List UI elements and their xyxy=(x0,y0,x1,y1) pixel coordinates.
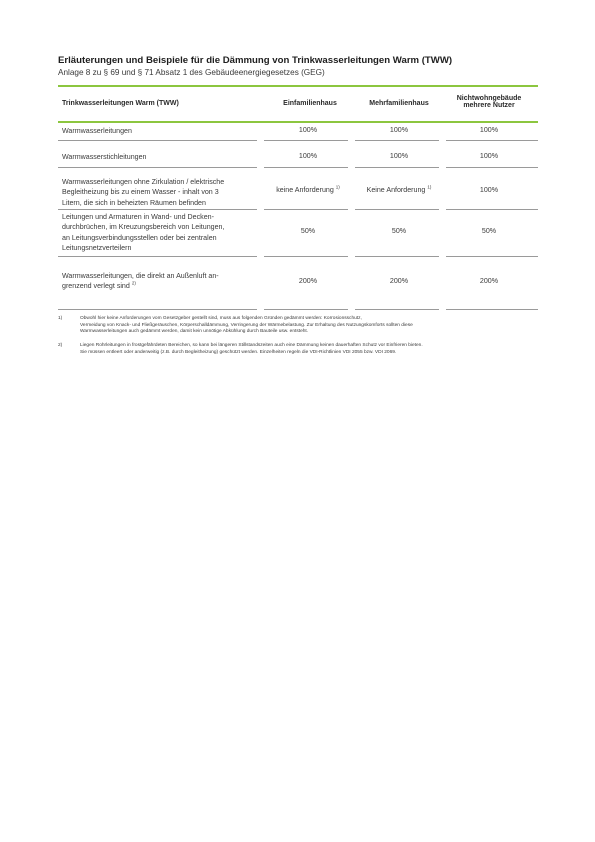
accent-rule-header xyxy=(58,121,538,123)
row-label-line: an Leitungsverbindungsstellen oder bei zentralen xyxy=(62,233,217,242)
value-single-family: 100% xyxy=(298,152,318,160)
row-divider xyxy=(446,140,538,141)
row-label xyxy=(62,126,262,136)
footnote-marker: 1) xyxy=(335,184,340,190)
row-label-line: Leitungsnetzverteilern xyxy=(62,243,132,252)
row-divider xyxy=(264,209,348,210)
footnote-number: 1) xyxy=(58,316,63,321)
row-divider xyxy=(58,167,257,168)
row-label-line: Begleitheizung bis zu einem Wasser - inhalt von 3 xyxy=(62,188,219,197)
row-label xyxy=(62,177,262,208)
value-non-residential: 50% xyxy=(481,227,497,235)
column-header-non-residential xyxy=(451,95,527,109)
row-label-line: Warmwasserleitungen, die direkt an Außenluft an- xyxy=(62,272,219,280)
row-label-line: Leitungen und Armaturen in Wand- und Decken- xyxy=(62,213,214,221)
row-divider xyxy=(355,309,439,310)
value-multi-family: 100% xyxy=(389,152,409,160)
row-divider xyxy=(446,167,538,168)
footnote-line: Vermeidung von Knack- und Fließgeräuschen, Körperschalldämmung, Verringerung der Wärmebelastung. Zur Erhaltung des Nutzungskomforts sollten diese xyxy=(80,322,413,328)
column-header-pipe-type: Trinkwasserleitungen Warm (TWW) xyxy=(62,100,179,107)
column-header-multi-family: Mehrfamilienhaus xyxy=(369,100,429,107)
row-label-line xyxy=(62,281,262,291)
value-multi-family: 50% xyxy=(391,227,407,235)
row-divider xyxy=(446,209,538,210)
document-subtitle: Anlage 8 zu § 69 und § 71 Absatz 1 des Gebäudeenergiegesetzes (GEG) xyxy=(58,68,325,77)
footnote-line: Sie müssen entleert oder anderweitig (z.B. durch Begleitheizung) geschützt werden. Einzelheiten regeln die VDI-Richtlinien VDI 2055 bzw. VDI 2069. xyxy=(80,349,397,355)
row-divider xyxy=(446,309,538,310)
row-divider xyxy=(58,309,257,310)
column-header-non-residential-line1: Nichtwohngebäude xyxy=(456,95,522,102)
row-divider xyxy=(446,256,538,257)
accent-rule-top xyxy=(58,85,538,87)
row-divider xyxy=(264,309,348,310)
value-non-residential: 100% xyxy=(479,186,499,194)
row-label-line: durchbrüchen, im Kreuzungsbereich von Leitungen, xyxy=(62,223,225,232)
row-divider xyxy=(355,140,439,141)
row-divider xyxy=(355,167,439,168)
row-label-text: grenzend verlegt sind xyxy=(62,282,130,291)
value-text: keine Anforderung xyxy=(276,186,334,194)
row-divider xyxy=(58,140,257,141)
footnote-text xyxy=(80,343,528,356)
row-label-line: Warmwasserleitungen ohne Zirkulation / elektrische xyxy=(62,178,225,186)
value-single-family: 200% xyxy=(298,277,318,285)
value-single-family xyxy=(262,186,354,194)
row-divider xyxy=(58,209,257,210)
row-divider xyxy=(264,256,348,257)
footnote-line: Warmwasserleitungen auch gedämmt werden, damit kein unnötige Abkühlung durch Bauteile usw. entsteht. xyxy=(80,329,309,335)
footnote-marker: 2) xyxy=(131,280,136,286)
value-text: Keine Anforderung xyxy=(366,186,426,194)
row-label-line: Litern, die sich in beheizten Räumen befinden xyxy=(62,198,206,207)
row-label xyxy=(62,271,262,292)
row-label-line: Warmwasserstichleitungen xyxy=(62,153,147,161)
value-multi-family: 200% xyxy=(389,277,409,285)
row-divider xyxy=(355,256,439,257)
value-single-family: 100% xyxy=(298,126,318,134)
row-divider xyxy=(264,167,348,168)
column-header-single-family: Einfamilienhaus xyxy=(283,100,337,107)
value-single-family: 50% xyxy=(300,227,316,235)
value-non-residential: 100% xyxy=(479,126,499,134)
value-multi-family: 100% xyxy=(389,126,409,134)
footnote-number: 2) xyxy=(58,343,63,348)
document-title: Erläuterungen und Beispiele für die Dämmung von Trinkwasserleitungen Warm (TWW) xyxy=(58,55,453,66)
row-divider xyxy=(264,140,348,141)
row-label xyxy=(62,152,262,162)
row-label xyxy=(62,212,262,253)
value-non-residential: 100% xyxy=(479,152,499,160)
row-divider xyxy=(355,209,439,210)
value-non-residential: 200% xyxy=(479,277,499,285)
column-header-non-residential-line2: mehrere Nutzer xyxy=(463,102,515,109)
footnote-marker: 1) xyxy=(427,184,432,190)
row-label-line: Warmwasserleitungen xyxy=(62,127,132,135)
row-divider xyxy=(58,256,257,257)
footnote-line: Liegen Rohrleitungen in frostgefährdeten Bereichen, so kann bei längeren Stillstandszeiten auch eine Dämmung keinen dauerhaften Schutz vor Einfrieren bieten. xyxy=(80,343,423,348)
value-multi-family xyxy=(353,186,445,194)
footnote-text xyxy=(80,316,528,336)
footnote-1 xyxy=(58,316,538,338)
footnote-line: Obwohl hier keine Anforderungen vom Gesetzgeber gestellt sind, muss aus folgenden Gründen gedämmt werden: Korrosionsschutz, xyxy=(80,316,362,321)
footnote-2 xyxy=(58,343,538,359)
